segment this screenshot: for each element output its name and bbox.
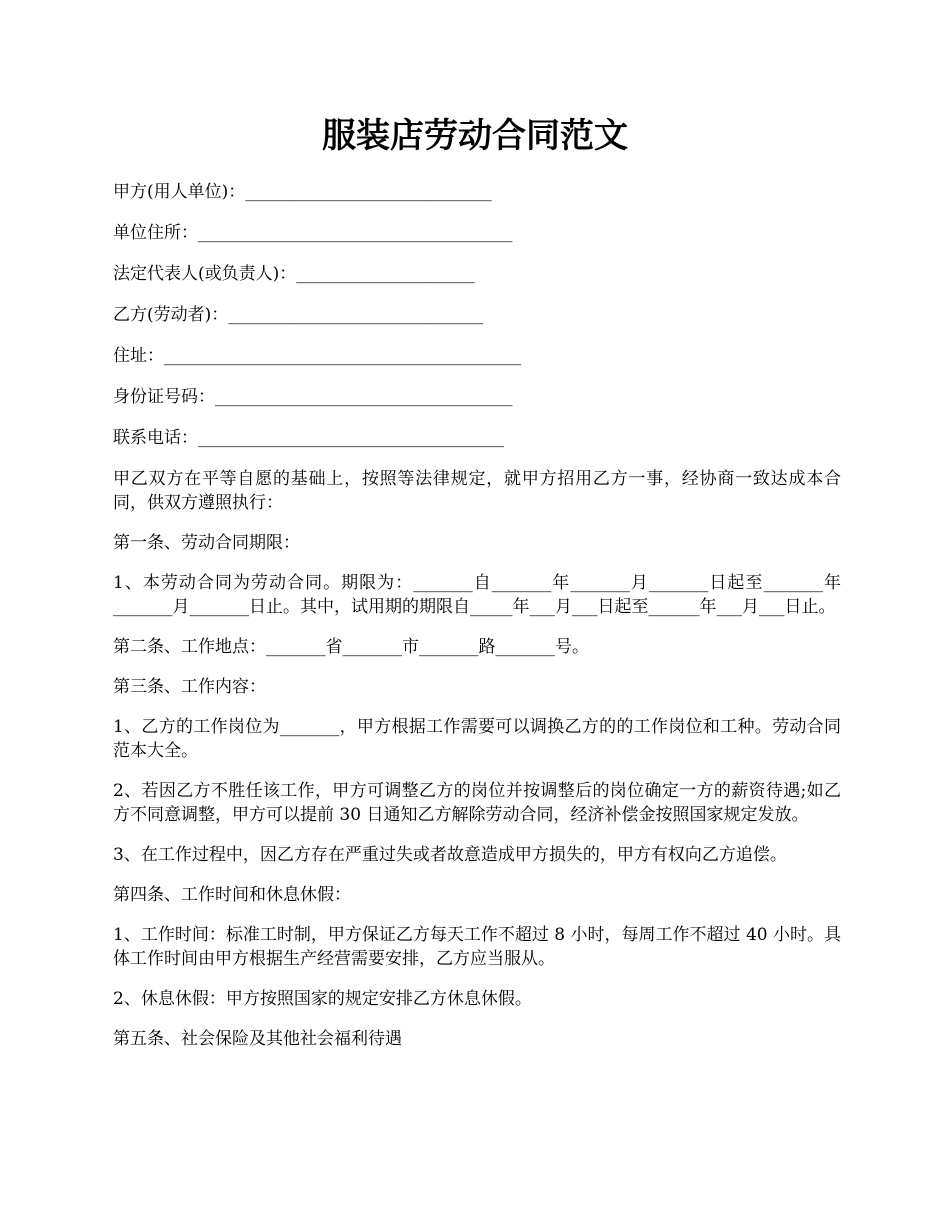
field-legal-representative: 法定代表人(或负责人)：_____________________ [113, 264, 475, 284]
intro-paragraph: 甲乙双方在平等自愿的基础上，按照等法律规定，就甲方招用乙方一事，经协商一致达成本合同，供双方遵照执行： [113, 469, 841, 513]
article-2-paragraph: 第二条、工作地点：_______省_______市_______路_______号。 [113, 637, 589, 657]
article-4-clause-1: 1、工作时间：标准工时制，甲方保证乙方每天工作不超过 8 小时，每周工作不超过 40 小时。具体工作时间由甲方根据生产经营需要安排，乙方应当服从。 [113, 925, 841, 969]
document-title: 服装店劳动合同范文 [322, 116, 628, 156]
article-3-clause-1: 1、乙方的工作岗位为_______，甲方根据工作需要可以调换乙方的的工作岗位和工种。劳动合同范本大全。 [113, 717, 841, 761]
field-address: 单位住所：_____________________________________ [113, 223, 513, 243]
article-5-heading: 第五条、社会保险及其他社会福利待遇 [113, 1029, 402, 1049]
article-1-clause-1: 1、本劳动合同为劳动合同。期限为：_______自_______年_______月_______日起至_______年_______月_______日止。其中，试用期的期限自_____年___月___日起至______年___月___日止。 [113, 573, 841, 617]
article-1-heading: 第一条、劳动合同期限： [113, 533, 300, 553]
article-4-clause-2: 2、休息休假：甲方按照国家的规定安排乙方休息休假。 [113, 989, 532, 1009]
field-residence: 住址：__________________________________________ [113, 346, 521, 366]
article-3-clause-3: 3、在工作过程中，因乙方存在严重过失或者故意造成甲方损失的，甲方有权向乙方追偿。 [113, 845, 787, 865]
article-3-clause-2: 2、若因乙方不胜任该工作，甲方可调整乙方的岗位并按调整后的岗位确定一方的薪资待遇;如乙方不同意调整，甲方可以提前 30 日通知乙方解除劳动合同，经济补偿金按照国家规定发放。 [113, 781, 841, 825]
document-body [113, 180, 841, 1067]
field-party-b: 乙方(劳动者)：______________________________ [113, 305, 484, 325]
article-4-heading: 第四条、工作时间和休息休假： [113, 885, 351, 905]
field-phone: 联系电话：____________________________________ [113, 428, 504, 448]
field-id-number: 身份证号码：___________________________________ [113, 387, 513, 407]
article-3-heading: 第三条、工作内容： [113, 677, 266, 697]
field-party-a: 甲方(用人单位)：_____________________________ [113, 182, 492, 202]
